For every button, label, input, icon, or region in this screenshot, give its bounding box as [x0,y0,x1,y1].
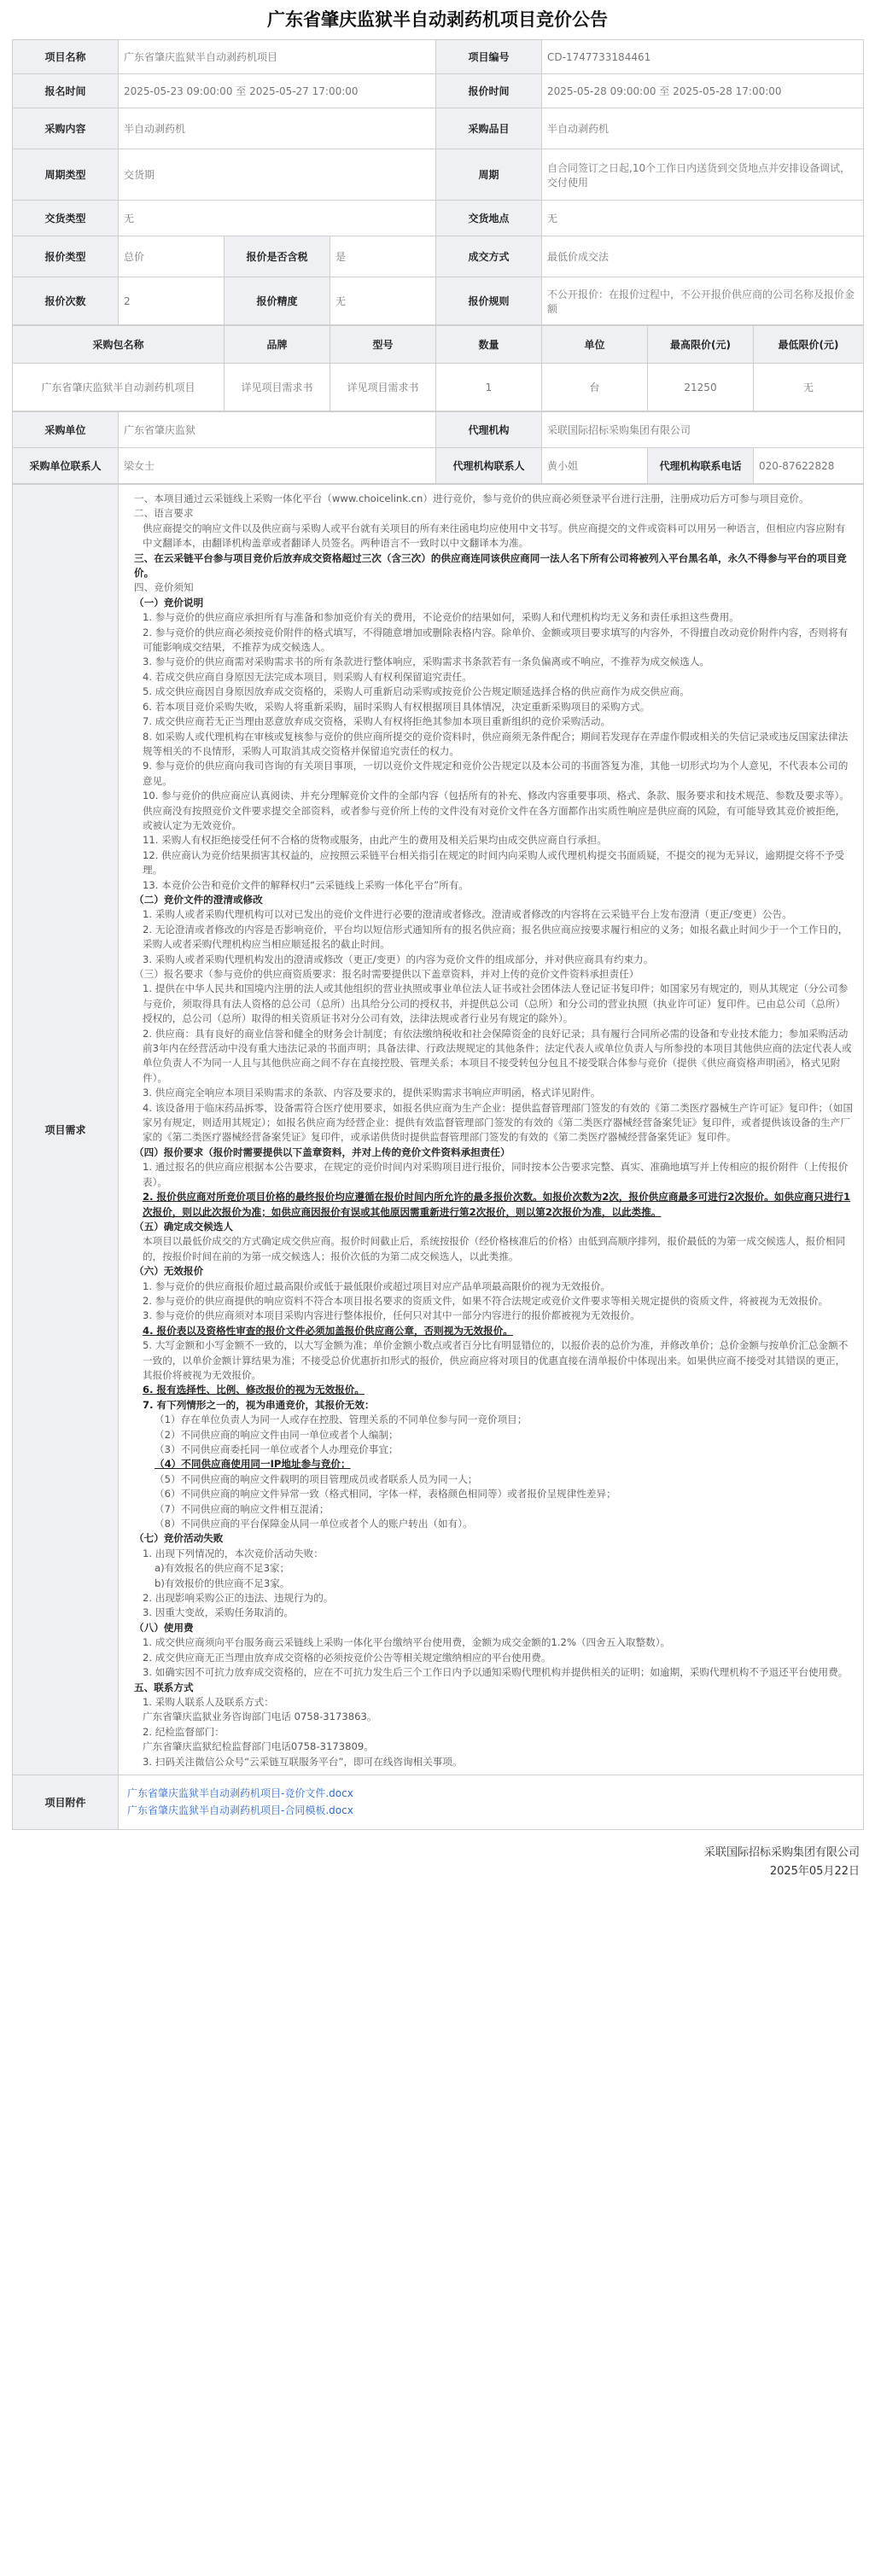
requirement-line: 2. 参与竞价的供应商必须按竞价附件的格式填写，不得随意增加或删除表格内容。除单价、金额或项目要求填写的内容外，不得擅自改动竞价附件内容，否则将有可能影响成交结果，不推荐为成交候选人。 [143,626,849,654]
agency-label: 代理机构 [436,412,542,448]
requirement-line: 5. 成交供应商因自身原因放弃成交资格的，采购人可重新启动采购或按竞价公告规定顺延选择合格的供应商作为成交供应商。 [143,685,690,698]
agency-contact-label: 代理机构联系人 [436,448,542,484]
requirement-line: 三、在云采链平台参与项目竞价后放弃成交资格超过三次（含三次）的供应商连同该供应商同一法人名下所有公司将被列入平台黑名单，永久不得参与平台的项目竞价。 [134,551,847,580]
table-row [13,364,864,411]
agency-phone: 020-87622828 [754,448,864,484]
requirement-line: （5）不同供应商的响应文件载明的项目管理成员或者联系人员为同一人； [155,1472,478,1485]
quote-times-label: 报价次数 [13,277,119,325]
requirement-line: 1. 提供在中华人民共和国境内注册的法人或其他组织的营业执照或事业单位法人证书或社会团体法人登记证书复印件；如国家另有规定的，则从其规定（分公司参与竞价，须取得具有法人资格的总公司（总所）出具给分公司的授权书，并提供总公司（总所）和分公司的营业执照（执业许可证）复印件。已由总公司（总所）授权的，总公司（总所）取得的相关资质证书对分公司有效，法律法规或者行业另有规定的除外）。 [143,982,849,1025]
package-header-quantity: 数量 [436,326,542,364]
requirement-line: 五、联系方式 [134,1681,194,1693]
package-max-price: 21250 [648,364,754,411]
requirement-line: 3. 扫码关注微信公众号“云采链互联服务平台”，即可在线咨询相关事项。 [143,1755,463,1768]
requirement-line: 2. 参与竞价的供应商提供的响应资料不符合本项目报名要求的资质文件，如果不符合法规定或竞价文件要求等相关规定提供的资质文件，将被视为无效报价。 [143,1294,829,1307]
quote-rule: 不公开报价：在报价过程中，不公开报价供应商的公司名称及报价金额 [542,277,864,325]
requirement-line: 2. 纪检监督部门： [143,1725,225,1738]
package-header-unit: 单位 [542,326,648,364]
requirement-line: 7. 有下列情形之一的，视为串通竞价，其报价无效： [143,1398,375,1411]
package-header-min-price: 最低限价(元) [754,326,864,364]
requirement-line: 6. 报有选择性、比例、修改报价的视为无效报价。 [143,1384,365,1396]
requirement-line: 4. 该设备用于临床药品拆零，设备需符合医疗使用要求，如报名供应商为生产企业：提供监督管理部门签发的有效的《第二类医疗器械生产许可证》复印件；（如国家另有规定，则适用其规定）；如报名供应商为经营企业：提供有效监督管理部门签发的有效的《第二类医疗器械经营备案凭证》复印件，或者提供该设备的生产厂家的《第二类医疗器械经营备案凭证》复印件，或承诺供货时提供监督管理部门签发的有效的《第二类医疗器械经营备案凭证》复印件。 [143,1101,854,1144]
signup-time-label: 报名时间 [13,74,119,108]
requirements-content [119,485,864,1775]
project-name-label: 项目名称 [13,40,119,74]
delivery-type: 无 [119,201,436,236]
requirement-line: （2）不同供应商的响应文件由同一单位或者个人编制； [155,1428,399,1441]
requirement-line: （六）无效报价 [134,1265,204,1278]
requirement-line: （6）不同供应商的响应文件异常一致（格式相同，字体一样，表格颜色相同等）或者报价呈规律性差异； [155,1488,616,1501]
requirement-line: 2. 无论澄清或者修改的内容是否影响竞价，平台均以短信形式通知所有的报名供应商；报名供应商应按要求履行相应的义务；如报名截止时间少于一个工作日的，采购人或者采购代理机构应当相应顺延报名的截止时间。 [143,923,849,951]
agency: 采联国际招标采购集团有限公司 [542,412,864,448]
requirement-line: 广东省肇庆监狱业务咨询部门电话 0758-3173863。 [143,1711,377,1723]
project-no-label: 项目编号 [436,40,542,74]
buyer-contact: 梁女士 [119,448,436,484]
is-integer-label: 报价是否含税 [225,236,330,277]
package-model: 详见项目需求书 [330,364,436,411]
requirement-line: 1. 采购人或者采购代理机构可以对已发出的竞价文件进行必要的澄清或者修改。澄清或者修改的内容将在云采链平台上发布澄清（更正/变更）公告。 [143,908,792,921]
requirement-line: （8）不同供应商的平台保障金从同一单位或者个人的账户转出（如有）。 [155,1518,473,1530]
requirement-line: 1. 成交供应商须向平台服务商云采链线上采购一体化平台缴纳平台使用费，金额为成交金额的1.2%（四舍五入取整数）。 [143,1636,671,1649]
contact-table [12,411,864,484]
quote-type: 总价 [119,236,225,277]
requirement-line: 3. 如确实因不可抗力放弃成交资格的，应在不可抗力发生后三个工作日内予以通知采购代理机构并提供相关的证明；如逾期，采购代理机构不予退还平台使用费。 [143,1666,849,1679]
cycle-type-label: 周期类型 [13,149,119,201]
package-header-max-price: 最高限价(元) [648,326,754,364]
requirement-line: 2. 供应商：具有良好的商业信誉和健全的财务会计制度；有依法缴纳税收和社会保障资金的良好记录；具有履行合同所必需的设备和专业技术能力；参加采购活动前3年内在经营活动中没有重大违法记录的书面声明；具备法律、行政法规规定的其他条件；法定代表人或单位负责人与所参投的本项目其他供应商的法定代表人或单位负责人不为同一人且与其他供应商之间不存在直接控股、管理关系；本项目不接受转包分包且不接受联合体参与竞价（提供《供应商资格声明函》，格式见附件）。 [143,1027,852,1084]
package-name: 广东省肇庆监狱半自动剥药机项目 [13,364,225,411]
footer-date: 2025年05月22日 [769,1864,860,1878]
quote-time: 2025-05-28 09:00:00 至 2025-05-28 17:00:00 [542,74,864,108]
requirement-line: 8. 如采购人或代理机构在审核或复核参与竞价的供应商所提交的竞价资料时，供应商须无条件配合；期间若发现存在弄虚作假或相关的失信记录或违反国家法律法规等相关的不良情形，采购人可取消其成交资格并保留追究责任的权力。 [143,730,849,757]
requirement-line: 本项目以最低价成交的方式确定成交供应商。报价时间截止后，系统按报价（经价格核准后的价格）由低到高顺序排列，报价最低的为第一成交候选人，报价相同的，按报价时间在前的为第一成交候选人；报价次低的为第二成交候选人，以此类推。 [143,1235,846,1262]
requirement-line: （4）不同供应商使用同一IP地址参与竞价； [155,1458,351,1471]
package-unit: 台 [542,364,648,411]
project-name: 广东省肇庆监狱半自动剥药机项目 [119,40,436,74]
package-header-model: 型号 [330,326,436,364]
requirement-line: 11. 采购人有权拒绝接受任何不合格的货物或服务，由此产生的费用及相关后果均由成交供应商自行承担。 [143,834,607,847]
requirements-table [12,484,864,1830]
requirement-line: 1. 参与竞价的供应商报价超过最高限价或低于最低限价或超过项目对应产品单项最高限价的视为无效报价。 [143,1279,611,1292]
requirement-line: 13. 本竞价公告和竞价文件的解释权归“云采链线上采购一体化平台”所有。 [143,878,469,891]
quote-type-label: 报价类型 [13,236,119,277]
signup-time: 2025-05-23 09:00:00 至 2025-05-27 17:00:00 [119,74,436,108]
requirement-line: 广东省肇庆监狱纪检监督部门电话0758-3173809。 [143,1740,374,1753]
attachment-link-bid-document[interactable]: 广东省肇庆监狱半自动剥药机项目-竞价文件.docx [127,1787,353,1800]
purchase-content-label: 采购内容 [13,108,119,149]
requirement-line: 6. 若本项目竞价采购失败，采购人将重新采购，届时采购人有权根据项目具体情况，决定重新采购项目的采购方式。 [143,700,650,713]
requirement-line: （八）使用费 [134,1621,194,1634]
package-brand: 详见项目需求书 [225,364,330,411]
requirement-line: 3. 供应商完全响应本项目采购需求的条款、内容及要求的，提供采购需求书响应声明函，格式详见附件。 [143,1087,601,1099]
requirement-line: 1. 参与竞价的供应商应承担所有与准备和参加竞价有关的费用，不论竞价的结果如何，采购人和代理机构均无义务和责任承担这些费用。 [143,611,739,624]
footer [12,1844,863,1881]
requirement-line: 二、语言要求 [134,507,194,520]
buyer: 广东省肇庆监狱 [119,412,436,448]
package-header-row [13,326,864,364]
attachments-list [119,1775,864,1829]
requirement-line: 4. 若成交供应商自身原因无法完成本项目，则采购人有权利保留追究责任。 [143,670,472,683]
package-quantity: 1 [436,364,542,411]
package-header-name: 采购包名称 [13,326,225,364]
requirement-line: 9. 参与竞价的供应商向我司咨询的有关项目事项，一切以竞价文件规定和竞价公告规定以及本公司的书面答复为准，其他一切形式均为个人意见，不代表本公司的意见。 [143,760,849,787]
requirement-line: 10. 参与竞价的供应商应认真阅读、并充分理解竞价文件的全部内容（包括所有的补充、修改内容重要事项、格式、条款、服务要求和技术规范、参数及要求等）。供应商没有按照竞价文件要求提交全部资料，或者参与竞价所上传的文件没有对竞价文件在各方面都作出实质性响应是供应商的风险，有可能导致其竞价被拒绝，或被认定为无效竞价。 [143,790,849,831]
info-table [12,39,864,325]
requirement-line: 1. 通过报名的供应商应根据本公告要求，在规定的竞价时间内对采购项目进行报价，同时按本公告要求完整、真实、准确地填写并上传相应的报价附件（上传报价表）。 [143,1161,849,1188]
requirement-line: （二）竞价文件的澄清或修改 [134,893,263,906]
buyer-label: 采购单位 [13,412,119,448]
project-no: CD-1747733184461 [542,40,864,74]
requirement-line: 2. 出现影响采购公正的违法、违规行为的。 [143,1592,334,1605]
agency-phone-label: 代理机构联系电话 [648,448,754,484]
requirement-line: （1）存在单位负责人为同一人或存在控股、管理关系的不同单位参与同一竞价项目； [155,1413,528,1426]
quote-limit-label: 报价精度 [225,277,330,325]
requirement-line: 5. 大写金额和小写金额不一致的，以大写金额为准；单价金额小数点或者百分比有明显错位的，以报价表的总价为准，并修改单价；总价金额与按单价汇总金额不一致的，以单价金额计算结果为准；不接受总价优惠折扣形式的报价，供应商应将对项目的优惠直接在清单报价中体现出来。如果供应商不接受对其错误的更正，其报价将被视为无效报价。 [143,1339,849,1381]
requirements-body [124,492,855,1769]
attachments-label: 项目附件 [13,1775,119,1829]
requirement-line: （7）不同供应商的响应文件相互混淆； [155,1502,330,1515]
requirement-line: 7. 成交供应商若无正当理由恶意放弃成交资格，采购人有权将拒绝其参加本项目重新组织的竞价采购活动。 [143,715,611,728]
requirement-line: 3. 参与竞价的供应商需对采购需求书的所有条款进行整体响应，采购需求书条款若有一条负偏离或不响应，不推荐为成交候选人。 [143,656,710,668]
requirement-line: 3. 因重大变故，采购任务取消的。 [143,1606,295,1619]
page-title: 广东省肇庆监狱半自动剥药机项目竞价公告 [267,9,608,30]
deal-method: 最低价成交法 [542,236,864,277]
requirement-line: （四）报价要求（报价时需要提供以下盖章资料，并对上传的竞价文件资料承担责任） [134,1145,510,1158]
requirement-line: 一、本项目通过云采链线上采购一体化平台（www.choicelink.cn）进行竞价，参与竞价的供应商必须登录平台进行注册，注册成功后方可参与项目竞价。 [134,492,809,504]
package-table [12,325,864,411]
quote-times: 2 [119,277,225,325]
requirement-line: 四、竞价须知 [134,581,194,594]
is-integer: 是 [330,236,436,277]
quote-rule-label: 报价规则 [436,277,542,325]
requirement-line: b)有效报价的供应商不足3家。 [155,1576,290,1589]
purchase-category-label: 采购品目 [436,108,542,149]
requirement-line: （五）确定成交候选人 [134,1220,233,1233]
package-header-brand: 品牌 [225,326,330,364]
requirements-label: 项目需求 [13,485,119,1775]
package-min-price: 无 [754,364,864,411]
requirement-line: （一）竞价说明 [134,596,204,609]
delivery-place: 无 [542,201,864,236]
requirement-line: （3）不同供应商委托同一单位或者个人办理竞价事宜； [155,1443,399,1455]
cycle-type: 交货期 [119,149,436,201]
requirement-line: 4. 报价表以及资格性审查的报价文件必须加盖报价供应商公章，否则视为无效报价。 [143,1324,513,1337]
requirement-line: 3. 参与竞价的供应商须对本项目采购内容进行整体报价，任何只对其中一部分内容进行的报价都被视为无效报价。 [143,1309,640,1322]
quote-limit: 无 [330,277,436,325]
attachment-link-contract-template[interactable]: 广东省肇庆监狱半自动剥药机项目-合同模板.docx [127,1804,353,1817]
delivery-type-label: 交货类型 [13,201,119,236]
requirement-line: 2. 成交供应商无正当理由放弃成交资格的必须按竞价公告等相关规定缴纳相应的平台使用费。 [143,1651,551,1664]
cycle: 自合同签订之日起,10个工作日内送货到交货地点并安排设备调试，交付使用 [542,149,864,201]
requirement-line: a)有效报名的供应商不足3家； [155,1562,290,1575]
footer-company: 采联国际招标采购集团有限公司 [703,1845,860,1859]
purchase-category: 半自动剥药机 [542,108,864,149]
quote-time-label: 报价时间 [436,74,542,108]
agency-contact: 黄小姐 [542,448,648,484]
purchase-content: 半自动剥药机 [119,108,436,149]
requirement-line: 2. 报价供应商对所竞价项目价格的最终报价均应遵循在报价时间内所允许的最多报价次数。如报价次数为2次，报价供应商最多可进行2次报价。如供应商只进行1次报价，则以此次报价为准；如供应商因报价有误或其他原因需重新进行第2次报价，则以第2次报价为准，以此类推。 [143,1191,851,1218]
cycle-label: 周期 [436,149,542,201]
requirement-line: （七）竞价活动失败 [134,1532,224,1545]
requirement-line: （三）报名要求（参与竞价的供应商资质要求：报名时需要提供以下盖章资料，并对上传的竞价文件资料承担责任） [134,968,639,980]
delivery-place-label: 交货地点 [436,201,542,236]
requirement-line: 1. 出现下列情况的，本次竞价活动失败： [143,1547,324,1559]
requirement-line: 12. 供应商认为竞价结果损害其权益的，应按照云采链平台相关指引在规定的时间内向采购人或代理机构提交书面质疑，不提交的视为无异议，逾期提交将不予受理。 [143,848,845,877]
requirement-line: 1. 采购人联系人及联系方式： [143,1695,274,1708]
requirement-line: 供应商提交的响应文件以及供应商与采购人或平台就有关项目的所有来往函电均应使用中文书写。供应商提交的文件或资料可以用另一种语言，但相应内容应附有中文翻译本，由翻译机构盖章或者翻译人员签名。两种语言不一致时以中文翻译本为准。 [143,522,846,550]
buyer-contact-label: 采购单位联系人 [13,448,119,484]
deal-method-label: 成交方式 [436,236,542,277]
requirement-line: 3. 采购人或者采购代理机构发出的澄清或修改（更正/变更）的内容为竞价文件的组成部分，并对供应商具有约束力。 [143,953,654,965]
